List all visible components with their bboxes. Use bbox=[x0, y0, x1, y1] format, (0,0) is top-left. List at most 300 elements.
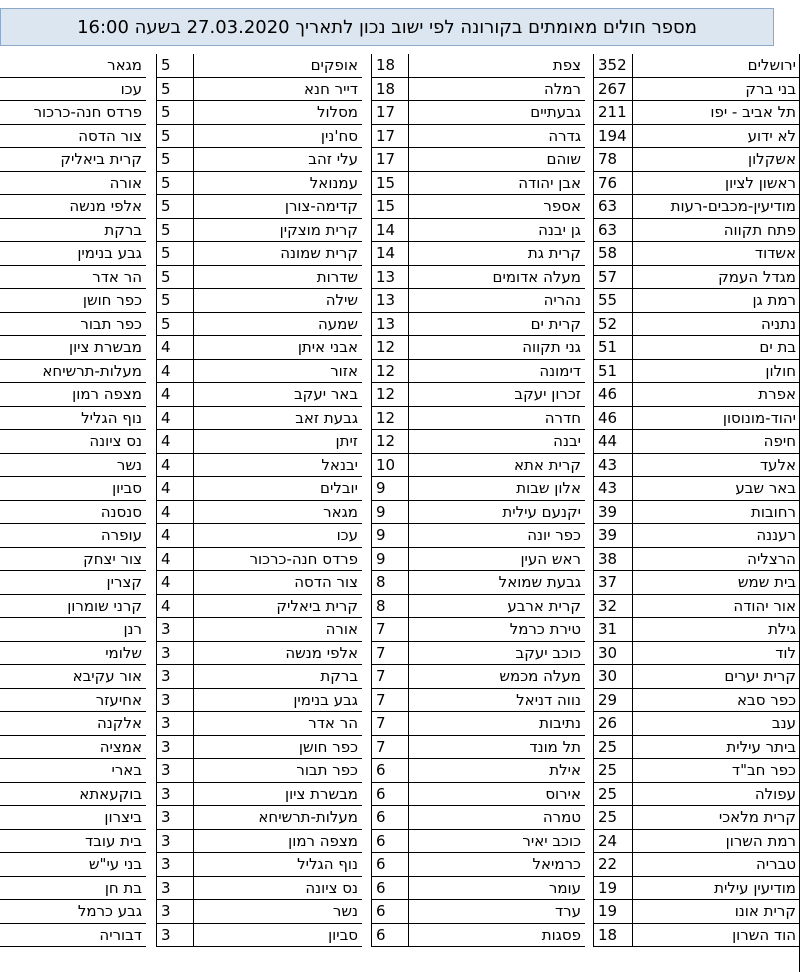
table-row bbox=[0, 78, 800, 102]
locality-name: יובלים bbox=[193, 477, 362, 501]
locality-name: טמרה bbox=[408, 806, 585, 830]
locality-name: גילת bbox=[632, 618, 800, 642]
locality-name: מעלות-תרשיחא bbox=[0, 360, 146, 384]
locality-name: קרית מלאכי bbox=[632, 806, 800, 830]
case-count: 3 bbox=[156, 736, 193, 760]
locality-name: אילת bbox=[408, 759, 585, 783]
case-count: 6 bbox=[371, 783, 408, 807]
case-count: 58 bbox=[593, 242, 632, 266]
locality-name: כפר חושן bbox=[0, 289, 146, 313]
case-count: 63 bbox=[593, 219, 632, 243]
locality-name: ביצרון bbox=[0, 806, 146, 830]
case-count: 18 bbox=[371, 54, 408, 78]
case-count: 6 bbox=[371, 830, 408, 854]
table-row bbox=[0, 125, 800, 149]
locality-name: קרית יערים bbox=[632, 665, 800, 689]
locality-name: בארי bbox=[0, 759, 146, 783]
locality-name: רעננה bbox=[632, 524, 800, 548]
locality-name: עכו bbox=[193, 524, 362, 548]
locality-name: אירוס bbox=[408, 783, 585, 807]
locality-name: גבע בנימין bbox=[0, 242, 146, 266]
table-row bbox=[0, 336, 800, 360]
locality-name: גבע בנימין bbox=[193, 689, 362, 713]
case-count: 14 bbox=[371, 242, 408, 266]
table-row bbox=[0, 407, 800, 431]
case-count: 10 bbox=[371, 454, 408, 478]
locality-name: אור יהודה bbox=[632, 595, 800, 619]
locality-name: סנסנה bbox=[0, 501, 146, 525]
case-count: 8 bbox=[371, 595, 408, 619]
case-count: 13 bbox=[371, 289, 408, 313]
case-count: 7 bbox=[371, 736, 408, 760]
locality-name: נשר bbox=[193, 900, 362, 924]
table-row bbox=[0, 642, 800, 666]
case-count: 267 bbox=[593, 78, 632, 102]
case-count: 194 bbox=[593, 125, 632, 149]
case-count: 4 bbox=[156, 501, 193, 525]
locality-name: אלפי מנשה bbox=[0, 195, 146, 219]
locality-name: עומר bbox=[408, 877, 585, 901]
locality-name: רמת השרון bbox=[632, 830, 800, 854]
table-row bbox=[0, 172, 800, 196]
case-count: 3 bbox=[156, 759, 193, 783]
case-count: 4 bbox=[156, 383, 193, 407]
case-count: 43 bbox=[593, 477, 632, 501]
case-count: 17 bbox=[371, 101, 408, 125]
case-count: 63 bbox=[593, 195, 632, 219]
locality-name: גן יבנה bbox=[408, 219, 585, 243]
case-count: 3 bbox=[156, 783, 193, 807]
locality-name: כפר תבור bbox=[193, 759, 362, 783]
locality-name: קרית ארבע bbox=[408, 595, 585, 619]
case-count: 17 bbox=[371, 125, 408, 149]
locality-name: צור הדסה bbox=[0, 125, 146, 149]
locality-name: כפר חב"ד bbox=[632, 759, 800, 783]
case-count: 46 bbox=[593, 407, 632, 431]
locality-name: לא ידוע bbox=[632, 125, 800, 149]
locality-name: זיתן bbox=[193, 430, 362, 454]
locality-name: צפת bbox=[408, 54, 585, 78]
case-count: 57 bbox=[593, 266, 632, 290]
locality-name: אלון שבות bbox=[408, 477, 585, 501]
case-count: 4 bbox=[156, 336, 193, 360]
locality-name: הר אדר bbox=[193, 712, 362, 736]
case-count: 5 bbox=[156, 242, 193, 266]
locality-name: גבעת זאב bbox=[193, 407, 362, 431]
locality-name: עפולה bbox=[632, 783, 800, 807]
table-row bbox=[0, 689, 800, 713]
case-count: 5 bbox=[156, 78, 193, 102]
case-count: 6 bbox=[371, 877, 408, 901]
locality-name: רנן bbox=[0, 618, 146, 642]
locality-name: מעלות-תרשיחא bbox=[193, 806, 362, 830]
locality-name: אורה bbox=[193, 618, 362, 642]
locality-name: גדרה bbox=[408, 125, 585, 149]
case-count: 18 bbox=[371, 78, 408, 102]
table-row bbox=[0, 665, 800, 689]
locality-name: בת ים bbox=[632, 336, 800, 360]
case-count: 5 bbox=[156, 289, 193, 313]
locality-name: יבנה bbox=[408, 430, 585, 454]
locality-name: נתניה bbox=[632, 313, 800, 337]
case-count: 78 bbox=[593, 148, 632, 172]
locality-name: עופרה bbox=[0, 524, 146, 548]
table-row bbox=[0, 195, 800, 219]
locality-name: אחיעזר bbox=[0, 689, 146, 713]
locality-name: כפר יונה bbox=[408, 524, 585, 548]
case-count: 51 bbox=[593, 360, 632, 384]
locality-name: גבעתיים bbox=[408, 101, 585, 125]
case-count: 39 bbox=[593, 501, 632, 525]
table-row bbox=[0, 242, 800, 266]
case-count: 3 bbox=[156, 853, 193, 877]
case-count: 43 bbox=[593, 454, 632, 478]
locality-name: באר יעקב bbox=[193, 383, 362, 407]
locality-name: באר שבע bbox=[632, 477, 800, 501]
case-count: 15 bbox=[371, 195, 408, 219]
locality-name: הר אדר bbox=[0, 266, 146, 290]
locality-name: יהוד-מונוסון bbox=[632, 407, 800, 431]
case-count: 6 bbox=[371, 853, 408, 877]
locality-name: חדרה bbox=[408, 407, 585, 431]
locality-name: קרית ביאליק bbox=[0, 148, 146, 172]
locality-name: אשדוד bbox=[632, 242, 800, 266]
case-count: 3 bbox=[156, 924, 193, 948]
case-count: 19 bbox=[593, 877, 632, 901]
case-count: 5 bbox=[156, 125, 193, 149]
case-count: 4 bbox=[156, 407, 193, 431]
locality-name: נשר bbox=[0, 454, 146, 478]
locality-name: רמת גן bbox=[632, 289, 800, 313]
locality-name: קצרין bbox=[0, 571, 146, 595]
locality-name: נוף הגליל bbox=[193, 853, 362, 877]
locality-name: גני תקווה bbox=[408, 336, 585, 360]
locality-name: בית שמש bbox=[632, 571, 800, 595]
case-count: 15 bbox=[371, 172, 408, 196]
locality-name: בוקעאתא bbox=[0, 783, 146, 807]
case-count: 30 bbox=[593, 665, 632, 689]
locality-name: קרית מוצקין bbox=[193, 219, 362, 243]
table-row bbox=[0, 477, 800, 501]
case-count: 55 bbox=[593, 289, 632, 313]
case-count: 8 bbox=[371, 571, 408, 595]
locality-name: נוף הגליל bbox=[0, 407, 146, 431]
table-row bbox=[0, 900, 800, 924]
locality-name: סביון bbox=[0, 477, 146, 501]
table-row bbox=[0, 148, 800, 172]
locality-name: תל אביב - יפו bbox=[632, 101, 800, 125]
locality-name: אבן יהודה bbox=[408, 172, 585, 196]
locality-name: נס ציונה bbox=[193, 877, 362, 901]
case-count: 5 bbox=[156, 266, 193, 290]
case-count: 5 bbox=[156, 219, 193, 243]
locality-name: קרני שומרון bbox=[0, 595, 146, 619]
table-row bbox=[0, 806, 800, 830]
locality-name: קרית ים bbox=[408, 313, 585, 337]
table-row bbox=[0, 54, 800, 78]
locality-name: מצפה רמון bbox=[193, 830, 362, 854]
case-count: 7 bbox=[371, 712, 408, 736]
locality-name: מגדל העמק bbox=[632, 266, 800, 290]
locality-name: נס ציונה bbox=[0, 430, 146, 454]
locality-name: כפר תבור bbox=[0, 313, 146, 337]
table-row bbox=[0, 830, 800, 854]
locality-name: מסלול bbox=[193, 101, 362, 125]
locality-name: נתיבות bbox=[408, 712, 585, 736]
locality-name: נהריה bbox=[408, 289, 585, 313]
locality-name: גבע כרמל bbox=[0, 900, 146, 924]
case-count: 25 bbox=[593, 736, 632, 760]
case-count: 3 bbox=[156, 900, 193, 924]
locality-name: שמעה bbox=[193, 313, 362, 337]
locality-name: מגאר bbox=[193, 501, 362, 525]
case-count: 14 bbox=[371, 219, 408, 243]
locality-name: מבשרת ציון bbox=[193, 783, 362, 807]
case-count: 51 bbox=[593, 336, 632, 360]
table-row bbox=[0, 853, 800, 877]
case-count: 37 bbox=[593, 571, 632, 595]
case-count: 5 bbox=[156, 101, 193, 125]
case-count: 7 bbox=[371, 689, 408, 713]
case-count: 9 bbox=[371, 524, 408, 548]
table-row bbox=[0, 548, 800, 572]
locality-name: קרית אתא bbox=[408, 454, 585, 478]
case-count: 13 bbox=[371, 313, 408, 337]
locality-name: ירושלים bbox=[632, 54, 800, 78]
locality-name: פסגות bbox=[408, 924, 585, 948]
locality-name: קרית גת bbox=[408, 242, 585, 266]
locality-name: אורה bbox=[0, 172, 146, 196]
locality-name: שדרות bbox=[193, 266, 362, 290]
locality-name: זכרון יעקב bbox=[408, 383, 585, 407]
case-count: 32 bbox=[593, 595, 632, 619]
case-count: 76 bbox=[593, 172, 632, 196]
table-row bbox=[0, 759, 800, 783]
case-count: 44 bbox=[593, 430, 632, 454]
case-count: 18 bbox=[593, 924, 632, 948]
case-count: 9 bbox=[371, 548, 408, 572]
locality-name: שילה bbox=[193, 289, 362, 313]
locality-name: ביתר עילית bbox=[632, 736, 800, 760]
table-row bbox=[0, 501, 800, 525]
case-count: 5 bbox=[156, 195, 193, 219]
locality-name: בת חן bbox=[0, 877, 146, 901]
table-row bbox=[0, 430, 800, 454]
case-count: 31 bbox=[593, 618, 632, 642]
case-count: 6 bbox=[371, 924, 408, 948]
locality-name: סביון bbox=[193, 924, 362, 948]
locality-name: כרמיאל bbox=[408, 853, 585, 877]
locality-name: אבני איתן bbox=[193, 336, 362, 360]
locality-name: מעלה אדומים bbox=[408, 266, 585, 290]
case-count: 19 bbox=[593, 900, 632, 924]
locality-name: צור יצחק bbox=[0, 548, 146, 572]
locality-name: דייר חנא bbox=[193, 78, 362, 102]
locality-name: אור עקיבא bbox=[0, 665, 146, 689]
case-count: 4 bbox=[156, 548, 193, 572]
case-count: 6 bbox=[371, 806, 408, 830]
locality-name: מעלה מכמש bbox=[408, 665, 585, 689]
table-row bbox=[0, 524, 800, 548]
table-row bbox=[0, 712, 800, 736]
locality-name: אפרת bbox=[632, 383, 800, 407]
table-row bbox=[0, 383, 800, 407]
case-count: 4 bbox=[156, 477, 193, 501]
locality-name: ראש העין bbox=[408, 548, 585, 572]
case-count: 5 bbox=[156, 54, 193, 78]
case-count: 4 bbox=[156, 571, 193, 595]
case-count: 25 bbox=[593, 759, 632, 783]
case-count: 12 bbox=[371, 360, 408, 384]
case-count: 211 bbox=[593, 101, 632, 125]
locality-name: עכו bbox=[0, 78, 146, 102]
locality-name: בני עי"ש bbox=[0, 853, 146, 877]
case-count: 6 bbox=[371, 759, 408, 783]
locality-name: כפר סבא bbox=[632, 689, 800, 713]
case-count: 4 bbox=[156, 430, 193, 454]
case-count: 4 bbox=[156, 360, 193, 384]
table-row bbox=[0, 783, 800, 807]
locality-name: הרצליה bbox=[632, 548, 800, 572]
case-count: 9 bbox=[371, 501, 408, 525]
case-count: 6 bbox=[371, 900, 408, 924]
locality-name: ערד bbox=[408, 900, 585, 924]
locality-name: רמלה bbox=[408, 78, 585, 102]
locality-name: סח'נין bbox=[193, 125, 362, 149]
case-count: 4 bbox=[156, 454, 193, 478]
cases-table bbox=[0, 54, 800, 972]
case-count: 3 bbox=[156, 877, 193, 901]
locality-name: דימונה bbox=[408, 360, 585, 384]
locality-name: לוד bbox=[632, 642, 800, 666]
locality-name: אשקלון bbox=[632, 148, 800, 172]
locality-name: אלקנה bbox=[0, 712, 146, 736]
table-row bbox=[0, 618, 800, 642]
locality-name: ענב bbox=[632, 712, 800, 736]
case-count: 9 bbox=[371, 477, 408, 501]
case-count: 3 bbox=[156, 618, 193, 642]
table-row bbox=[0, 219, 800, 243]
table-row bbox=[0, 571, 800, 595]
case-count: 26 bbox=[593, 712, 632, 736]
locality-name: עמנואל bbox=[193, 172, 362, 196]
locality-name: כפר חושן bbox=[193, 736, 362, 760]
case-count: 39 bbox=[593, 524, 632, 548]
case-count: 52 bbox=[593, 313, 632, 337]
locality-name: מבשרת ציון bbox=[0, 336, 146, 360]
case-count: 12 bbox=[371, 383, 408, 407]
case-count: 3 bbox=[156, 830, 193, 854]
locality-name: כוכב יאיר bbox=[408, 830, 585, 854]
locality-name: אספר bbox=[408, 195, 585, 219]
case-count: 25 bbox=[593, 806, 632, 830]
case-count: 7 bbox=[371, 665, 408, 689]
case-count: 25 bbox=[593, 783, 632, 807]
locality-name: גבעת שמואל bbox=[408, 571, 585, 595]
locality-name: נווה דניאל bbox=[408, 689, 585, 713]
case-count: 4 bbox=[156, 595, 193, 619]
case-count: 3 bbox=[156, 712, 193, 736]
case-count: 3 bbox=[156, 642, 193, 666]
case-count: 46 bbox=[593, 383, 632, 407]
locality-name: אמציה bbox=[0, 736, 146, 760]
case-count: 38 bbox=[593, 548, 632, 572]
locality-name: אופקים bbox=[193, 54, 362, 78]
table-row bbox=[0, 313, 800, 337]
locality-name: יקנעם עילית bbox=[408, 501, 585, 525]
case-count: 13 bbox=[371, 266, 408, 290]
table-row bbox=[0, 266, 800, 290]
locality-name: ברקת bbox=[0, 219, 146, 243]
case-count: 17 bbox=[371, 148, 408, 172]
locality-name: מצפה רמון bbox=[0, 383, 146, 407]
table-row bbox=[0, 454, 800, 478]
case-count: 12 bbox=[371, 407, 408, 431]
table-title: מספר חולים מאומתים בקורונה לפי ישוב נכון לתאריך 27.03.2020 בשעה 16:00 bbox=[0, 8, 774, 46]
locality-name: שוהם bbox=[408, 148, 585, 172]
locality-name: ראשון לציון bbox=[632, 172, 800, 196]
locality-name: טבריה bbox=[632, 853, 800, 877]
locality-name: טירת כרמל bbox=[408, 618, 585, 642]
locality-name: יבנאל bbox=[193, 454, 362, 478]
locality-name: מודיעין עילית bbox=[632, 877, 800, 901]
locality-name: אלעד bbox=[632, 454, 800, 478]
locality-name: דבוריה bbox=[0, 924, 146, 948]
locality-name: פתח תקווה bbox=[632, 219, 800, 243]
locality-name: עלי זהב bbox=[193, 148, 362, 172]
locality-name: אלפי מנשה bbox=[193, 642, 362, 666]
locality-name: הוד השרון bbox=[632, 924, 800, 948]
case-count: 5 bbox=[156, 172, 193, 196]
locality-name: מגאר bbox=[0, 54, 146, 78]
case-count: 12 bbox=[371, 430, 408, 454]
locality-name: חיפה bbox=[632, 430, 800, 454]
locality-name: בני ברק bbox=[632, 78, 800, 102]
locality-name: קרית ביאליק bbox=[193, 595, 362, 619]
locality-name: חולון bbox=[632, 360, 800, 384]
case-count: 5 bbox=[156, 313, 193, 337]
locality-name: שלומי bbox=[0, 642, 146, 666]
locality-name: קדימה-צורן bbox=[193, 195, 362, 219]
table-row bbox=[0, 289, 800, 313]
locality-name: בית עובד bbox=[0, 830, 146, 854]
locality-name: אזור bbox=[193, 360, 362, 384]
table-row bbox=[0, 736, 800, 760]
locality-name: מודיעין-מכבים-רעות bbox=[632, 195, 800, 219]
case-count: 352 bbox=[593, 54, 632, 78]
case-count: 30 bbox=[593, 642, 632, 666]
case-count: 7 bbox=[371, 642, 408, 666]
case-count: 5 bbox=[156, 148, 193, 172]
table-row bbox=[0, 101, 800, 125]
locality-name: רחובות bbox=[632, 501, 800, 525]
case-count: 12 bbox=[371, 336, 408, 360]
case-count: 22 bbox=[593, 853, 632, 877]
locality-name: תל מונד bbox=[408, 736, 585, 760]
locality-name: קרית שמונה bbox=[193, 242, 362, 266]
locality-name: פרדס חנה-כרכור bbox=[193, 548, 362, 572]
locality-name: קרית אונו bbox=[632, 900, 800, 924]
locality-name: צור הדסה bbox=[193, 571, 362, 595]
locality-name: כוכב יעקב bbox=[408, 642, 585, 666]
case-count: 3 bbox=[156, 806, 193, 830]
case-count: 3 bbox=[156, 665, 193, 689]
table-row bbox=[0, 360, 800, 384]
case-count: 4 bbox=[156, 524, 193, 548]
locality-name: ברקת bbox=[193, 665, 362, 689]
case-count: 29 bbox=[593, 689, 632, 713]
table-row bbox=[0, 595, 800, 619]
